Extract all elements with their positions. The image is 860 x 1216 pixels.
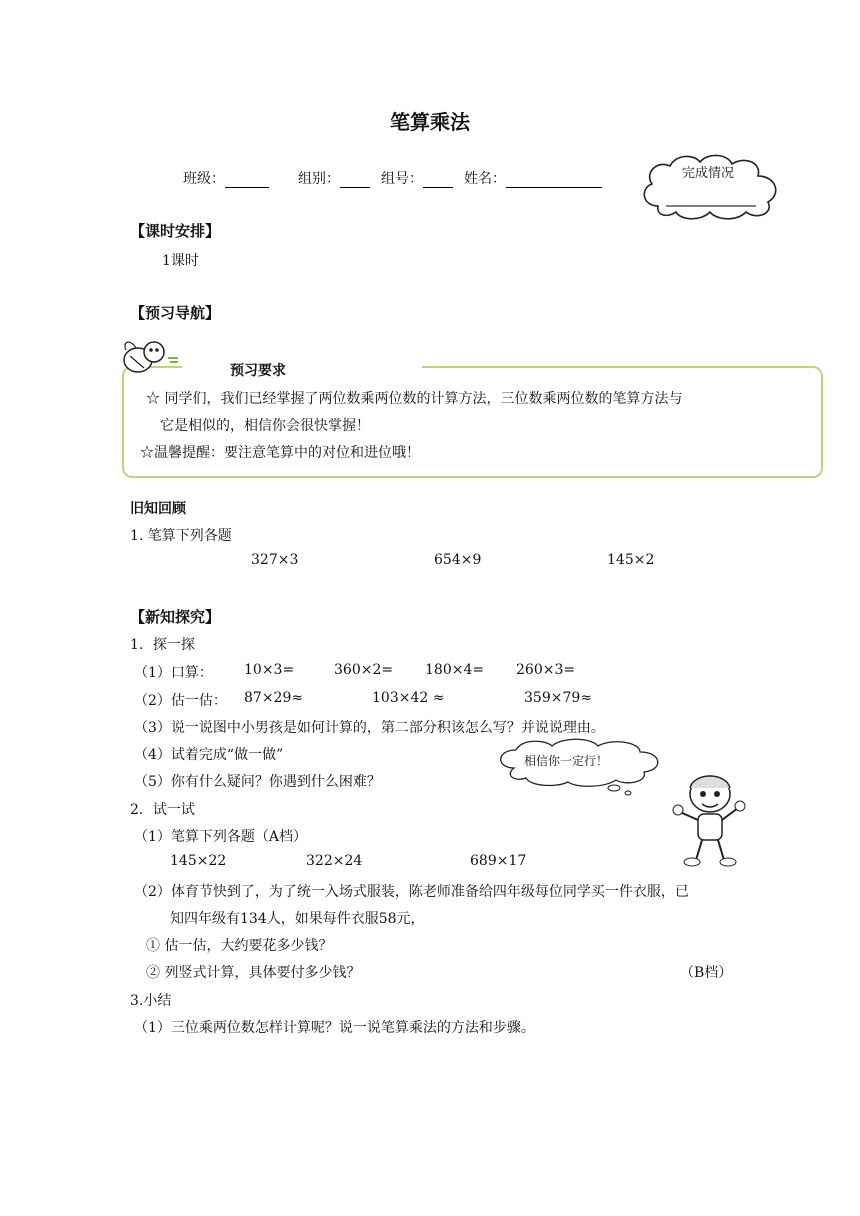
preview-line-3: ☆温馨提醒：要注意笔算中的对位和进位哦！ — [140, 445, 420, 461]
oral-item-1: 10×3= — [244, 662, 295, 678]
review-item-1: 327×3 — [251, 552, 299, 568]
preview-box-title: 预习要求 — [230, 363, 286, 379]
schedule-header: 【课时安排】 — [130, 222, 221, 240]
explore-q4: （4）试着完成“做一做” — [134, 747, 284, 763]
group-no-label: 组号： — [381, 171, 423, 187]
group-field — [298, 168, 370, 188]
explore-q5: （5）你有什么疑问？你遇到什么困难？ — [134, 774, 381, 790]
thought-bubble — [494, 738, 664, 796]
estimate-item-1: 87×29≈ — [244, 690, 304, 706]
preview-line-1: ☆ 同学们，我们已经掌握了两位数乘两位数的计算方法，三位数乘两位数的笔算方法与 — [146, 391, 683, 407]
summary-q1: （1）三位乘两位数怎样计算呢？说一说笔算乘法的方法和步骤。 — [134, 1020, 535, 1036]
try-t2-line1: （2）体育节快到了，为了统一入场式服装，陈老师准备给四年级每位同学买一件衣服，已 — [134, 884, 689, 900]
cartoon-boy-icon — [670, 768, 750, 868]
bee-icon — [118, 334, 180, 382]
review-item-3: 145×2 — [607, 552, 655, 568]
page-title: 笔算乘法 — [390, 110, 470, 134]
try-t2-line2: 知四年级有134人，如果每件衣服58元， — [170, 911, 425, 927]
review-header: 旧知回顾 — [130, 501, 186, 517]
preview-box-tab — [182, 356, 422, 370]
review-q1: 1. 笔算下列各题 — [130, 528, 232, 544]
try-item-3: 689×17 — [470, 853, 527, 869]
completion-cloud — [636, 150, 786, 222]
estimate-item-2: 103×42 ≈ — [372, 690, 445, 706]
explore-s2: 2．试一试 — [130, 802, 195, 818]
name-field — [464, 168, 602, 188]
class-blank[interactable] — [225, 173, 269, 188]
name-label: 姓名： — [464, 171, 506, 187]
try-t2-a: ① 估一估，大约要花多少钱？ — [146, 938, 333, 954]
group-no-blank[interactable] — [423, 173, 453, 188]
explore-header: 【新知探究】 — [130, 608, 221, 626]
schedule-text: 1课时 — [162, 253, 199, 269]
explore-s1: 1．探一探 — [130, 637, 195, 653]
try-t2-b-level: （B档） — [680, 965, 733, 981]
bubble-text: 相信你一定行！ — [524, 754, 609, 768]
cloud-icon — [636, 150, 786, 222]
try-item-1: 145×22 — [170, 853, 227, 869]
oral-label: （1）口算： — [134, 665, 213, 681]
name-blank[interactable] — [506, 173, 602, 188]
oral-item-3: 180×4= — [425, 662, 485, 678]
class-label: 班级： — [183, 171, 225, 187]
review-item-2: 654×9 — [434, 552, 482, 568]
class-field — [183, 168, 269, 188]
try-t2-b: ② 列竖式计算，具体要付多少钱？ — [146, 965, 361, 981]
try-t1: （1）笔算下列各题（A档） — [134, 829, 308, 845]
group-blank[interactable] — [340, 173, 370, 188]
estimate-item-3: 359×79≈ — [524, 690, 592, 706]
try-item-2: 322×24 — [306, 853, 363, 869]
group-label: 组别： — [298, 171, 340, 187]
explore-s3: 3.小结 — [130, 993, 172, 1009]
oral-item-4: 260×3= — [516, 662, 576, 678]
estimate-label: （2）估一估： — [134, 693, 227, 709]
oral-item-2: 360×2= — [334, 662, 394, 678]
preview-line-2: 它是相似的，相信你会很快掌握！ — [160, 418, 370, 434]
group-no-field — [381, 168, 453, 188]
completion-label: 完成情况 — [682, 166, 735, 181]
explore-q3: （3）说一说图中小男孩是如何计算的，第二部分积该怎么写？并说说理由。 — [134, 720, 605, 736]
preview-header: 【预习导航】 — [130, 304, 221, 322]
